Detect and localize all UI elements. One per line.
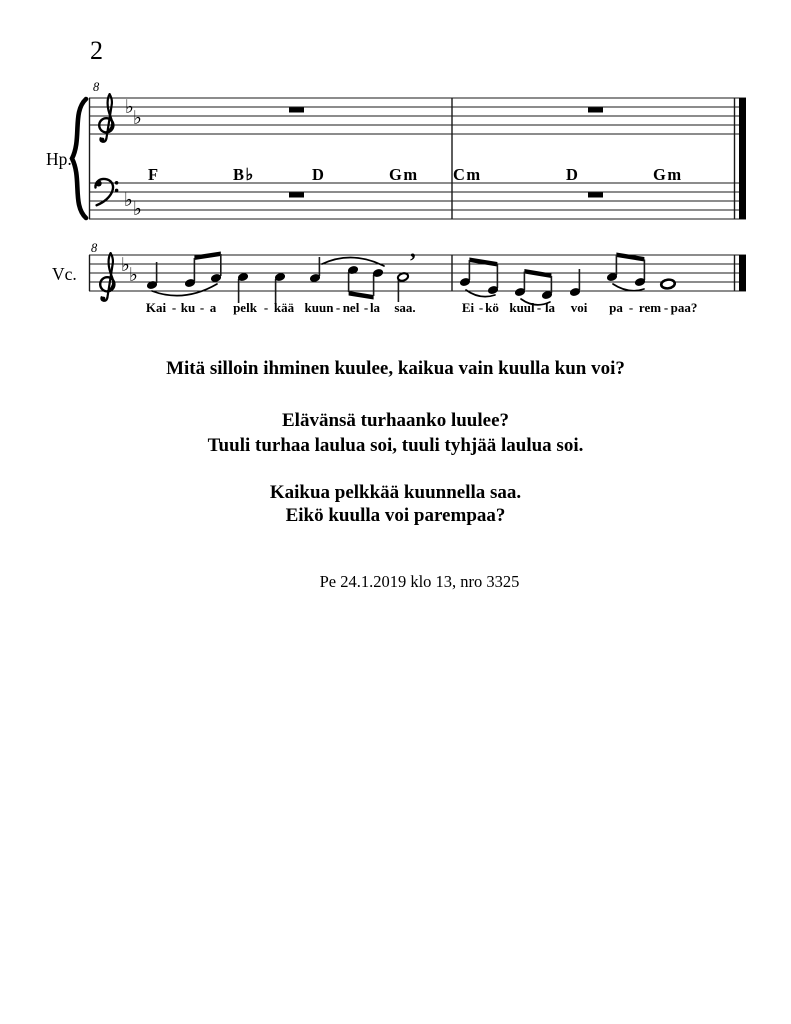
lyric-syllable: la [544,300,556,315]
flat-sign: ♭ [121,254,130,276]
chord-label: D [566,165,580,184]
instrument-label-harp: Hp. [46,149,72,169]
lyric-syllable: ku [180,300,196,315]
lyric-syllable: - [363,300,369,315]
lyric-syllable: nel [342,300,360,315]
lyric-syllable: - [663,300,669,315]
lyric-syllable: - [478,300,484,315]
flat-sign: ♭ [125,96,134,118]
lyric-syllable: kuun [304,300,334,315]
treble-clef-icon [100,253,114,301]
flat-sign: ♭ [124,189,133,211]
slur [322,257,384,266]
clef-dot [101,297,105,301]
lyric-syllable: saa. [394,300,416,315]
lyric-syllable: - [171,300,177,315]
lyric-syllable: pelk [233,300,257,315]
whole-rest [588,193,603,198]
lyric-syllable: Kai [145,300,167,315]
whole-rest [588,108,603,113]
treble-clef-icon [99,94,113,142]
lyric-syllable: - [628,300,634,315]
clef-dot [100,138,104,142]
beam [616,253,644,262]
whole-rest [289,108,304,113]
flat-sign: ♭ [129,264,138,286]
lyric-syllable: a [209,300,217,315]
final-barline [739,98,746,219]
lyric-syllable: - [199,300,205,315]
date-line: Pe 24.1.2019 klo 13, nro 3325 [319,572,520,591]
lyric-syllable: voi [570,300,588,315]
lyric-syllable: kää [273,300,295,315]
lyric-syllable: kuul [509,300,535,315]
chord-label: D [312,165,326,184]
beam [349,291,374,300]
lyric-syllable: la [369,300,381,315]
page-number: 2 [90,36,103,65]
lyric-syllable: rem [638,300,662,315]
final-barline [739,255,746,291]
beam [194,252,220,261]
chord-label: F [148,165,160,184]
beam [524,269,551,278]
flat-sign: ♭ [133,107,142,129]
lyric-syllable: Ei [461,300,475,315]
chord-label: Gm [389,165,419,184]
chord-label: Cm [453,165,482,184]
beam [469,258,497,267]
lyric-syllable: - [335,300,341,315]
verse-line-3: Tuuli turhaa laulua soi, tuuli tyhjää laulua soi. [207,435,584,456]
flat-sign: ♭ [133,198,142,220]
breath-mark-icon: , [410,237,416,262]
lyric-syllable: pa [609,300,623,315]
chord-label: Gm [653,165,683,184]
system-brace-icon [72,99,86,218]
verse-line-2: Elävänsä turhaanko luulee? [282,410,509,431]
instrument-label-cello: Vc. [52,264,77,284]
measure-number: 8 [91,241,98,255]
verse-line-5: Eikö kuulla voi parempaa? [285,505,506,526]
slur [152,284,217,296]
note-head-whole [661,279,676,289]
clef-dot [115,181,119,185]
lyric-syllable: - [536,300,542,315]
verse-line-1: Mitä silloin ihminen kuulee, kaikua vain kuulla kun voi? [166,358,625,379]
music-notation [0,0,791,340]
chord-label: B♭ [233,165,255,184]
verse-line-4: Kaikua pelkkää kuunnella saa. [269,482,522,503]
lyric-syllable: paa? [670,300,698,315]
measure-number: 8 [93,80,100,94]
whole-rest [289,193,304,198]
clef-dot [115,189,119,193]
lyric-syllable: kö [485,300,499,315]
lyric-syllable: - [263,300,269,315]
